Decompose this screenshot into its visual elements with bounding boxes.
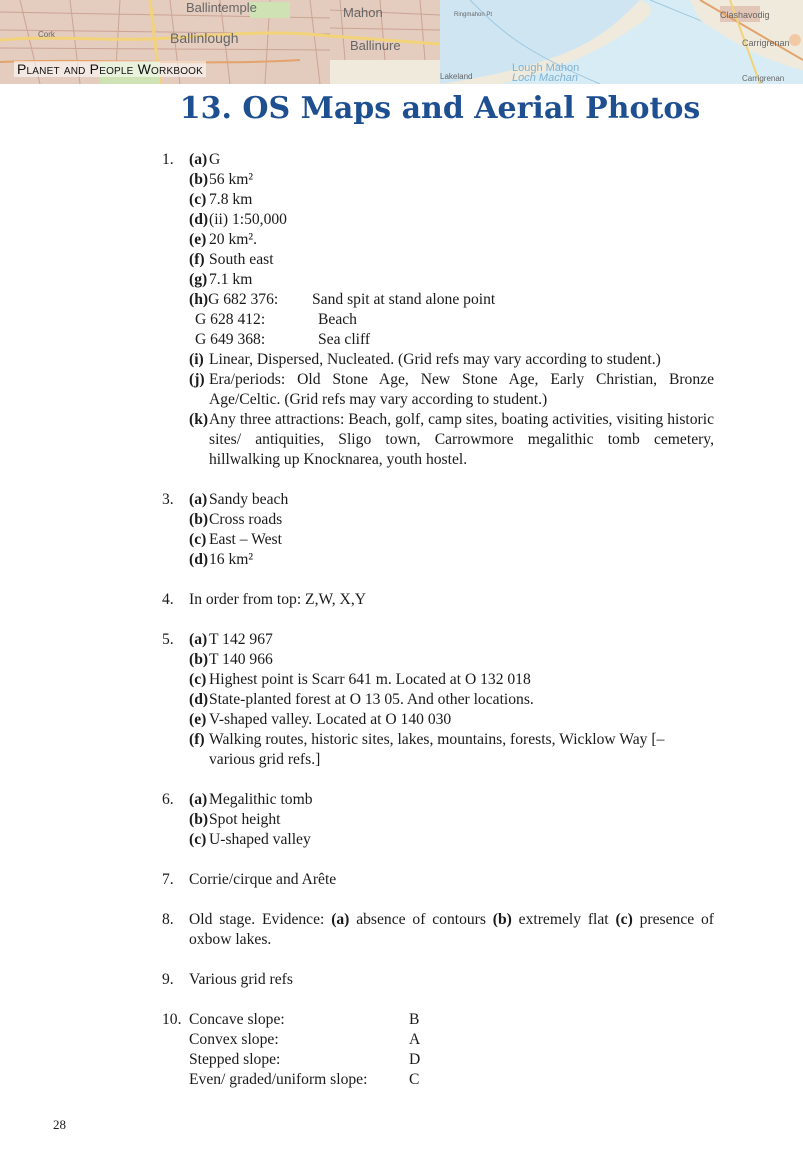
question-3 [162, 490, 714, 570]
answer-letter: (b) [189, 811, 209, 828]
answer-item [189, 630, 714, 650]
map-label: Ringmahon Pt [454, 12, 493, 18]
map-label: Lough Mahon [512, 62, 580, 74]
answer-text: U-shaped valley [209, 831, 311, 848]
map-label: Ballinlough [170, 30, 239, 46]
grid-ref-description: Sand spit at stand alone point [312, 291, 496, 308]
slope-label: Stepped slope: [189, 1051, 281, 1068]
answer-text: 7.8 km [209, 191, 253, 208]
question-5 [162, 630, 714, 770]
map-label: Mahon [343, 5, 383, 20]
answer-letter: (a) [189, 491, 208, 508]
answer-item [189, 710, 714, 730]
answer-letter: (f) [189, 731, 205, 748]
answer-letter: (c) [615, 911, 633, 928]
answer-letter: (c) [189, 531, 207, 548]
question-number: 8. [162, 911, 174, 928]
map-label: Carrigrenan [742, 38, 790, 48]
answer-text: Any three attractions: Beach, golf, camp sites, boating activities, visiting historic sites/ antiquities, Sligo town, Carrowmore megalithic tomb cemetery, hillwalking up Knocknarea, youth hostel. [209, 411, 714, 468]
map-label: Clashavodig [720, 10, 770, 20]
answer-text: Walking routes, historic sites, lakes, mountains, forests, Wicklow Way [– various grid refs.] [209, 731, 665, 768]
answer-letter: (b) [189, 651, 209, 668]
slope-value: C [409, 1071, 420, 1088]
question-number: 10. [162, 1011, 182, 1028]
answer-text: 56 km² [209, 171, 254, 188]
answer-item [189, 370, 714, 410]
answer-item [189, 250, 714, 270]
answer-text-part: absence of contours [349, 911, 493, 928]
answer-text: 16 km² [209, 551, 254, 568]
answer-item [189, 690, 714, 710]
answer-letter: (a) [189, 631, 208, 648]
question-body [189, 490, 714, 570]
answer-item [189, 530, 714, 550]
slope-label: Even/ graded/uniform slope: [189, 1071, 368, 1088]
answer-item [189, 810, 714, 830]
map-label: Carrigrenan [742, 74, 785, 83]
question-number: 1. [162, 151, 174, 168]
answer-text-part: presence of oxbow lakes. [189, 911, 714, 948]
answer-letter: (a) [189, 151, 208, 168]
answer-text: 7.1 km [209, 271, 253, 288]
question-10 [162, 1010, 714, 1090]
answer-text: T 140 966 [209, 651, 273, 668]
slope-value: D [409, 1051, 421, 1068]
answer-item [189, 190, 714, 210]
answer-item [189, 410, 714, 470]
question-number: 4. [162, 591, 174, 608]
answer-letter: (d) [189, 211, 209, 228]
question-6 [162, 790, 714, 850]
answer-text: Megalithic tomb [209, 791, 313, 808]
answer-text-part: extremely flat [511, 911, 616, 928]
answer-item [189, 830, 714, 850]
answer-letter: (f) [189, 251, 205, 268]
question-number: 9. [162, 971, 174, 988]
grid-ref-row [189, 290, 714, 310]
grid-ref-row [189, 330, 714, 350]
answer-text: Highest point is Scarr 641 m. Located at O 132 018 [209, 671, 531, 688]
slope-label: Convex slope: [189, 1031, 279, 1048]
answer-text: V-shaped valley. Located at O 140 030 [209, 711, 452, 728]
answer-letter: (e) [189, 711, 207, 728]
answer-letter: (j) [189, 371, 205, 388]
map-label: Cork [38, 30, 55, 39]
answer-letter: (h) [189, 291, 209, 308]
answer-text-part: Old stage. Evidence: [189, 911, 332, 928]
answer-text: Sandy beach [209, 491, 289, 508]
answer-text: State-planted forest at O 13 05. And other locations. [209, 691, 534, 708]
question-number: 7. [162, 871, 174, 888]
answer-letter: (c) [189, 831, 207, 848]
answer-item [189, 350, 714, 370]
page-number: 28 [53, 1117, 66, 1132]
answer-letter: (a) [189, 791, 208, 808]
workbook-title: Planet and People Workbook [14, 61, 206, 77]
answer-text [189, 910, 714, 950]
answer-text: Spot height [209, 811, 281, 828]
question-7 [162, 870, 714, 890]
question-number: 6. [162, 791, 174, 808]
slope-value: A [409, 1031, 421, 1048]
question-number: 3. [162, 491, 174, 508]
answer-text: Linear, Dispersed, Nucleated. (Grid refs may vary according to student.) [209, 351, 661, 368]
slope-value: B [409, 1011, 420, 1028]
answer-item [189, 490, 714, 510]
answer-item [189, 730, 714, 770]
answer-letter: (b) [189, 511, 209, 528]
answer-item [189, 790, 714, 810]
grid-ref: G 682 376: [208, 291, 279, 308]
question-body [189, 630, 714, 770]
map-label: Ballintemple [186, 0, 257, 15]
answer-text: Cross roads [209, 511, 283, 528]
grid-ref-description: Sea cliff [318, 331, 371, 348]
question-9 [162, 970, 714, 990]
slope-table [189, 1010, 714, 1090]
answer-text: Era/periods: Old Stone Age, New Stone Age, Early Christian, Bronze Age/Celtic. (Grid refs may vary according to student.) [209, 371, 714, 408]
map-label: Ballinure [350, 38, 401, 53]
question-number: 5. [162, 631, 174, 648]
answer-item [189, 670, 714, 690]
grid-ref: G 649 368: [195, 331, 266, 348]
answer-letter: (i) [189, 351, 204, 368]
grid-ref: G 628 412: [195, 311, 266, 328]
question-1 [162, 150, 714, 470]
answer-text: Corrie/cirque and Arête [189, 871, 337, 888]
map-label: Loch Machan [512, 72, 579, 84]
question-body [189, 150, 714, 470]
answer-letter: (k) [189, 411, 209, 428]
answer-letter: (c) [189, 671, 207, 688]
answer-text: (ii) 1:50,000 [209, 211, 287, 228]
slope-label: Concave slope: [189, 1011, 285, 1028]
answer-item [189, 230, 714, 250]
answer-letter: (d) [189, 551, 209, 568]
answer-item [189, 550, 714, 570]
answer-letter: (c) [189, 191, 207, 208]
answer-text: G [209, 151, 221, 168]
question-4 [162, 590, 714, 610]
map-label: Lakeland [440, 72, 473, 81]
answer-text: East – West [209, 531, 282, 548]
grid-ref-description: Beach [318, 311, 357, 328]
answer-letter: (a) [331, 911, 350, 928]
answer-letter: (b) [189, 171, 209, 188]
answer-letter: (g) [189, 271, 208, 288]
answer-text: In order from top: Z,W, X,Y [189, 591, 366, 608]
answer-text: South east [209, 251, 274, 268]
answer-item [189, 270, 714, 290]
answer-letter: (b) [492, 911, 512, 928]
answer-letter: (d) [189, 691, 209, 708]
answer-item [189, 510, 714, 530]
question-body [189, 790, 714, 850]
answer-text: Various grid refs [189, 971, 293, 988]
answers-list [162, 150, 714, 1090]
answer-text: T 142 967 [209, 631, 273, 648]
answer-item [189, 150, 714, 170]
answer-item [189, 650, 714, 670]
map-banner [0, 0, 803, 84]
answer-item [189, 210, 714, 230]
question-8 [162, 910, 714, 950]
page-title: 13. OS Maps and Aerial Photos [179, 91, 701, 126]
answer-text: 20 km². [209, 231, 257, 248]
answer-item [189, 170, 714, 190]
answer-letter: (e) [189, 231, 207, 248]
grid-ref-row [189, 310, 714, 330]
